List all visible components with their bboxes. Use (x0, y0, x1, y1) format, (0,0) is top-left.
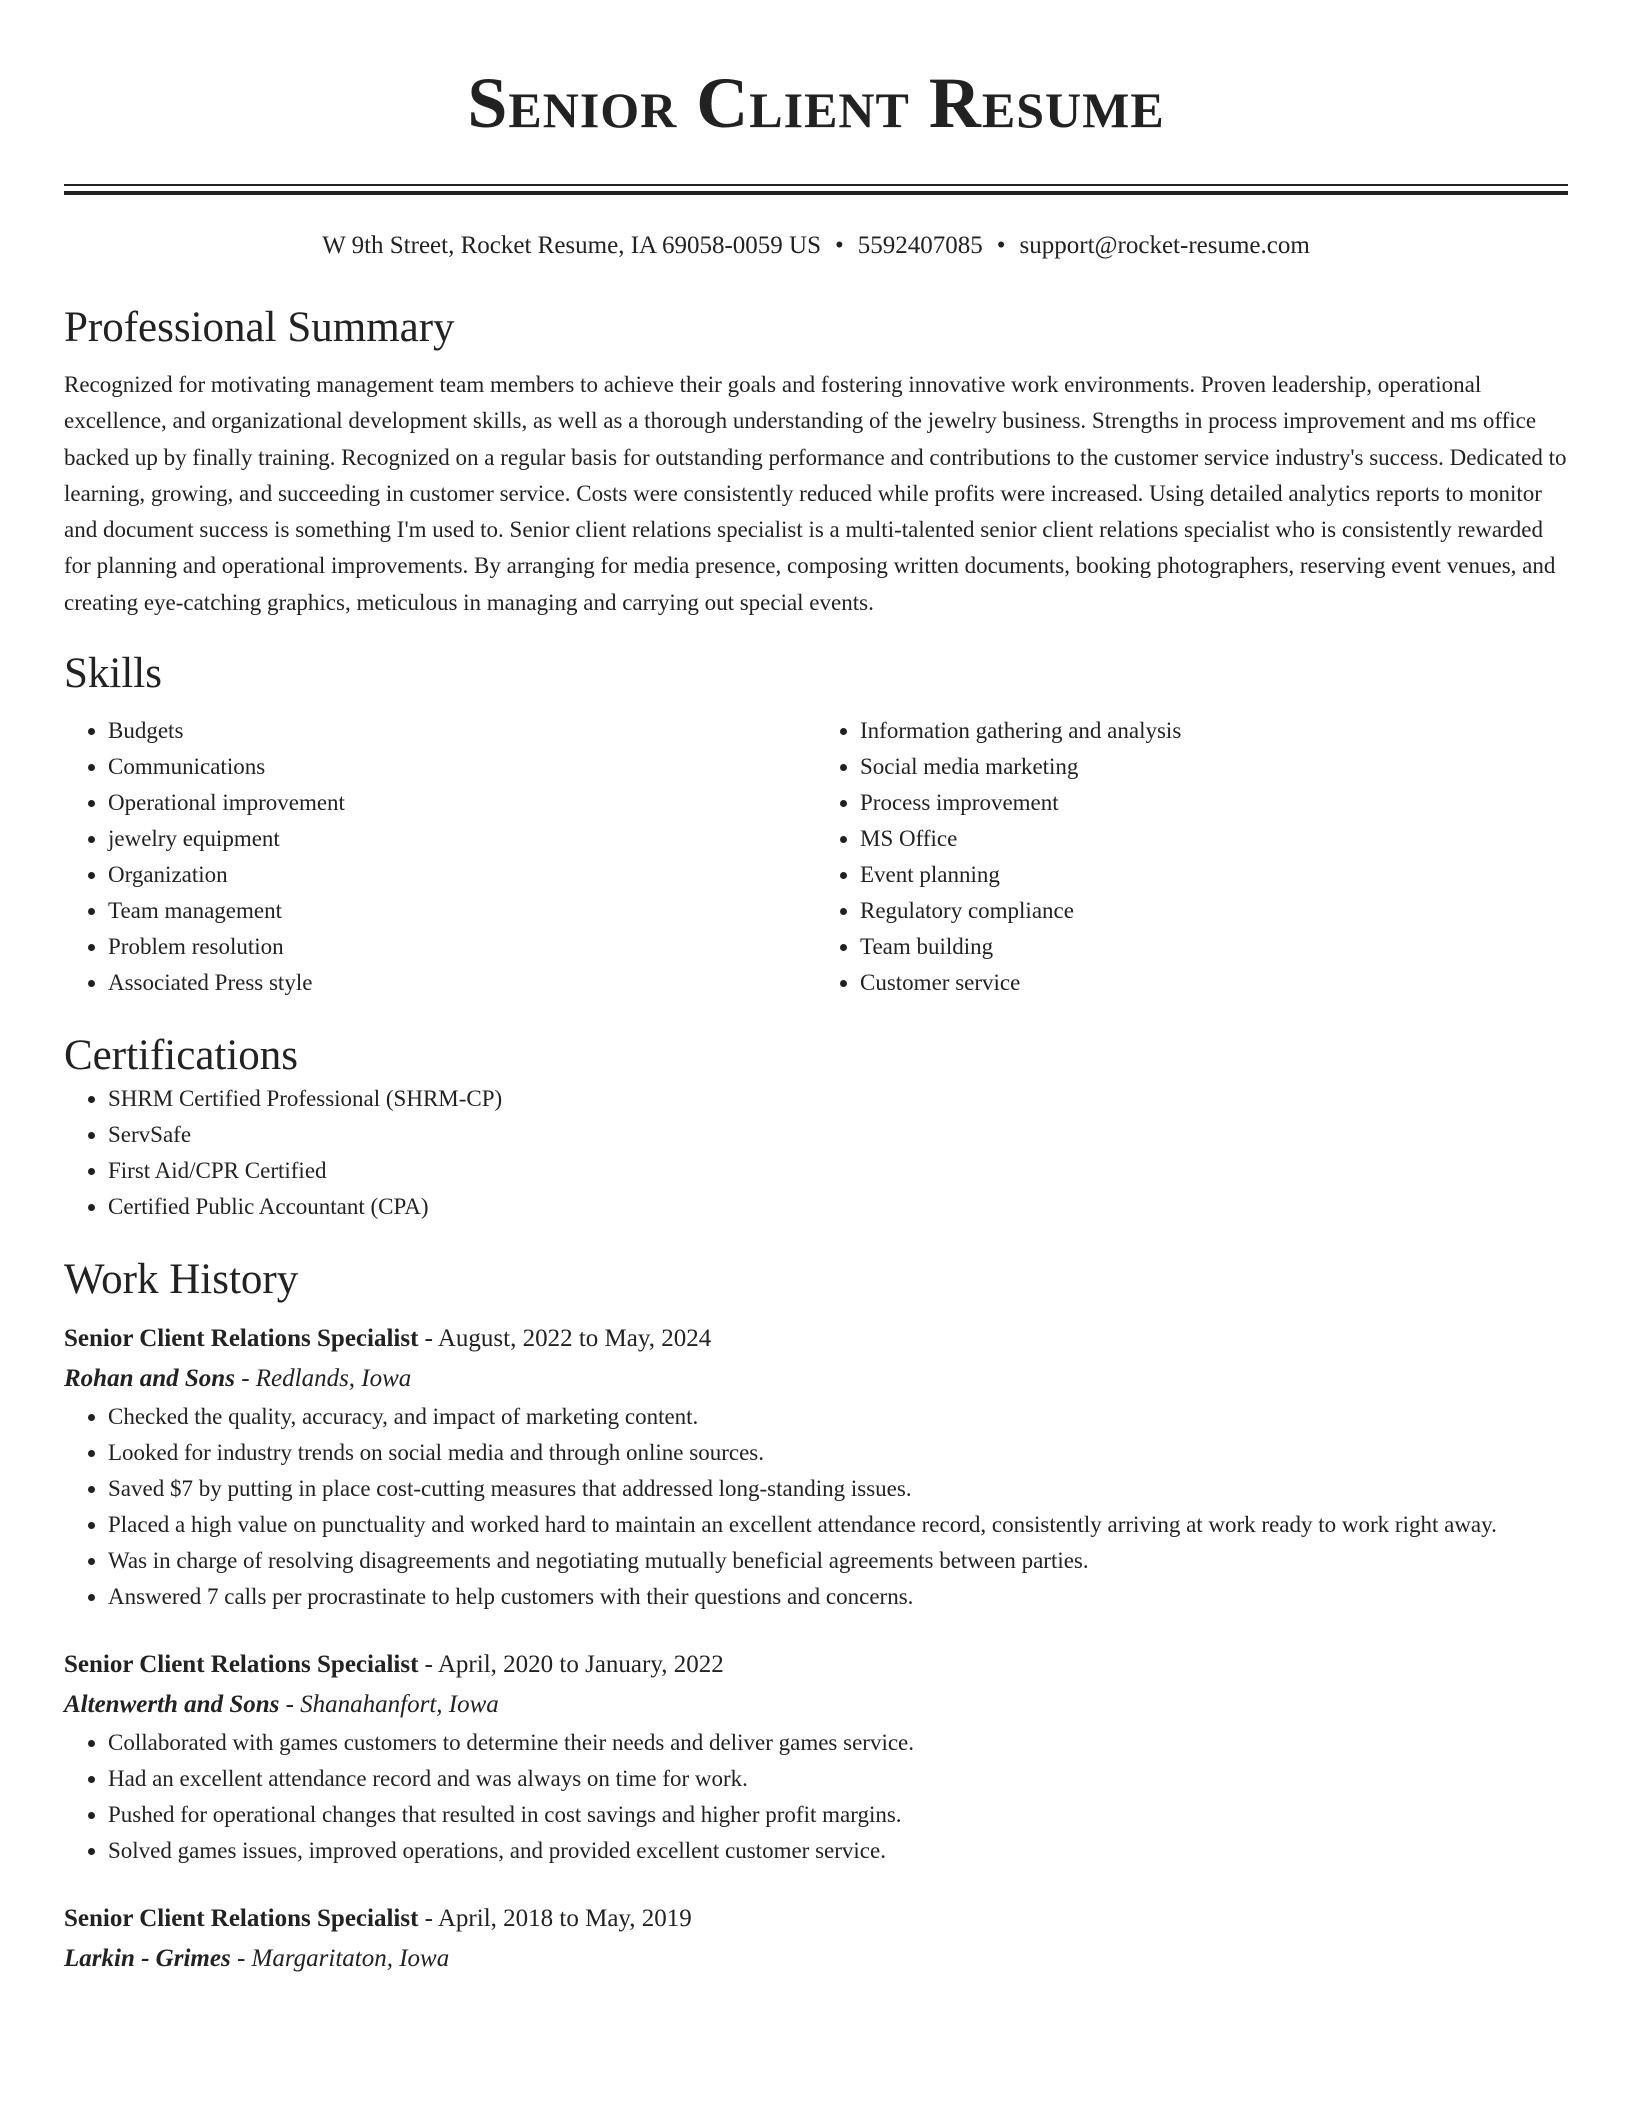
skills-column-left (64, 713, 816, 1001)
contact-phone[interactable]: 5592407085 (857, 232, 983, 259)
job-dates: - August, 2022 to May, 2024 (418, 1325, 712, 1353)
contact-separator: • (996, 232, 1006, 259)
job-duty-item: • Solved games issues, improved operations, and provided excellent customer service. (108, 1833, 1568, 1869)
skills-list-left (64, 713, 816, 1001)
job-company-line (64, 1685, 1568, 1725)
job-duty-item: • Looked for industry trends on social media and through online sources. (108, 1435, 1568, 1471)
job-duty-item: • Checked the quality, accuracy, and impact of marketing content. (108, 1399, 1568, 1435)
contact-address: W 9th Street, Rocket Resume, IA 69058-0059 US (322, 232, 821, 259)
job-role: Senior Client Relations Specialist (64, 1651, 419, 1679)
job-title-line (64, 1899, 1568, 1939)
skills-heading: Skills (64, 650, 162, 698)
skill-item: • jewelry equipment (108, 821, 816, 857)
job-entry (64, 1899, 1568, 1979)
job-entry (64, 1645, 1568, 1869)
job-dates: - April, 2018 to May, 2019 (418, 1905, 692, 1933)
job-duties-list (64, 1725, 1568, 1869)
skills-list-right (816, 713, 1568, 1001)
contact-line (64, 231, 1568, 261)
skills-column-right (816, 713, 1568, 1001)
skill-item: • Process improvement (860, 785, 1568, 821)
job-location: - Margaritaton, Iowa (230, 1945, 450, 1973)
skill-item: • Event planning (860, 857, 1568, 893)
skill-item: • Operational improvement (108, 785, 816, 821)
work-history-heading: Work History (64, 1256, 299, 1304)
job-company-line (64, 1359, 1568, 1399)
contact-email[interactable]: support@rocket-resume.com (1019, 232, 1310, 259)
skill-item: • Information gathering and analysis (860, 713, 1568, 749)
job-location: - Redlands, Iowa (234, 1365, 412, 1393)
job-company: Rohan and Sons (64, 1365, 235, 1393)
job-role: Senior Client Relations Specialist (64, 1905, 419, 1933)
job-location: - Shanahanfort, Iowa (279, 1691, 499, 1719)
job-duty-item: • Placed a high value on punctuality and worked hard to maintain an excellent attendance record, consistently arriving at work ready to work right away. (108, 1507, 1568, 1543)
contact-separator: • (834, 232, 844, 259)
job-duty-item: • Collaborated with games customers to determine their needs and deliver games service. (108, 1725, 1568, 1761)
skill-item: • Social media marketing (860, 749, 1568, 785)
job-title-line (64, 1645, 1568, 1685)
skill-item: • Problem resolution (108, 929, 816, 965)
job-duty-item: • Answered 7 calls per procrastinate to help customers with their questions and concerns. (108, 1579, 1568, 1615)
job-entry (64, 1319, 1568, 1615)
certification-item: • First Aid/CPR Certified (108, 1153, 1568, 1189)
summary-text: Recognized for motivating management team members to achieve their goals and fostering innovative work environments. Proven leadership, operational excellence, and organizational development skills, as well as a thorough understanding of the jewelry business. Strengths in process improvement and ms office backed up by finally training. Recognized on a regular basis for outstanding performance and contributions to the customer service industry's success. Dedicated to learning, growing, and succeeding in customer service. Costs were consistently reduced while profits were increased. Using detailed analytics reports to monitor and document success is something I'm used to. Senior client relations specialist is a multi-talented senior client relations specialist who is consistently rewarded for planning and operational improvements. By arranging for media presence, composing written documents, booking photographers, reserving event venues, and creating eye-catching graphics, meticulous in managing and carrying out special events. (64, 372, 1567, 615)
skill-item: • Team management (108, 893, 816, 929)
job-title-line (64, 1319, 1568, 1359)
job-dates: - April, 2020 to January, 2022 (418, 1651, 724, 1679)
skill-item: • Customer service (860, 965, 1568, 1001)
skill-item: • Communications (108, 749, 816, 785)
job-company: Larkin - Grimes (64, 1945, 231, 1973)
certification-item: • Certified Public Accountant (CPA) (108, 1189, 1568, 1225)
job-duty-item: • Pushed for operational changes that resulted in cost savings and higher profit margins. (108, 1797, 1568, 1833)
job-duty-item: • Saved $7 by putting in place cost-cutting measures that addressed long-standing issues. (108, 1471, 1568, 1507)
job-company-line (64, 1939, 1568, 1979)
skill-item: • MS Office (860, 821, 1568, 857)
title-divider (64, 184, 1568, 195)
job-company: Altenwerth and Sons (64, 1691, 280, 1719)
resume-title: Senior Client Resume (467, 63, 1165, 143)
skill-item: • Budgets (108, 713, 816, 749)
job-duty-item: • Had an excellent attendance record and was always on time for work. (108, 1761, 1568, 1797)
certifications-heading: Certifications (64, 1032, 299, 1080)
skills-grid (64, 713, 1568, 1001)
job-duties-list (64, 1399, 1568, 1615)
skill-item: • Associated Press style (108, 965, 816, 1001)
skill-item: • Organization (108, 857, 816, 893)
certifications-list (64, 1081, 1568, 1225)
certification-item: • ServSafe (108, 1117, 1568, 1153)
certification-item: • SHRM Certified Professional (SHRM-CP) (108, 1081, 1568, 1117)
skill-item: • Team building (860, 929, 1568, 965)
job-role: Senior Client Relations Specialist (64, 1325, 419, 1353)
skill-item: • Regulatory compliance (860, 893, 1568, 929)
summary-heading: Professional Summary (64, 304, 455, 351)
job-duty-item: • Was in charge of resolving disagreements and negotiating mutually beneficial agreements between parties. (108, 1543, 1568, 1579)
